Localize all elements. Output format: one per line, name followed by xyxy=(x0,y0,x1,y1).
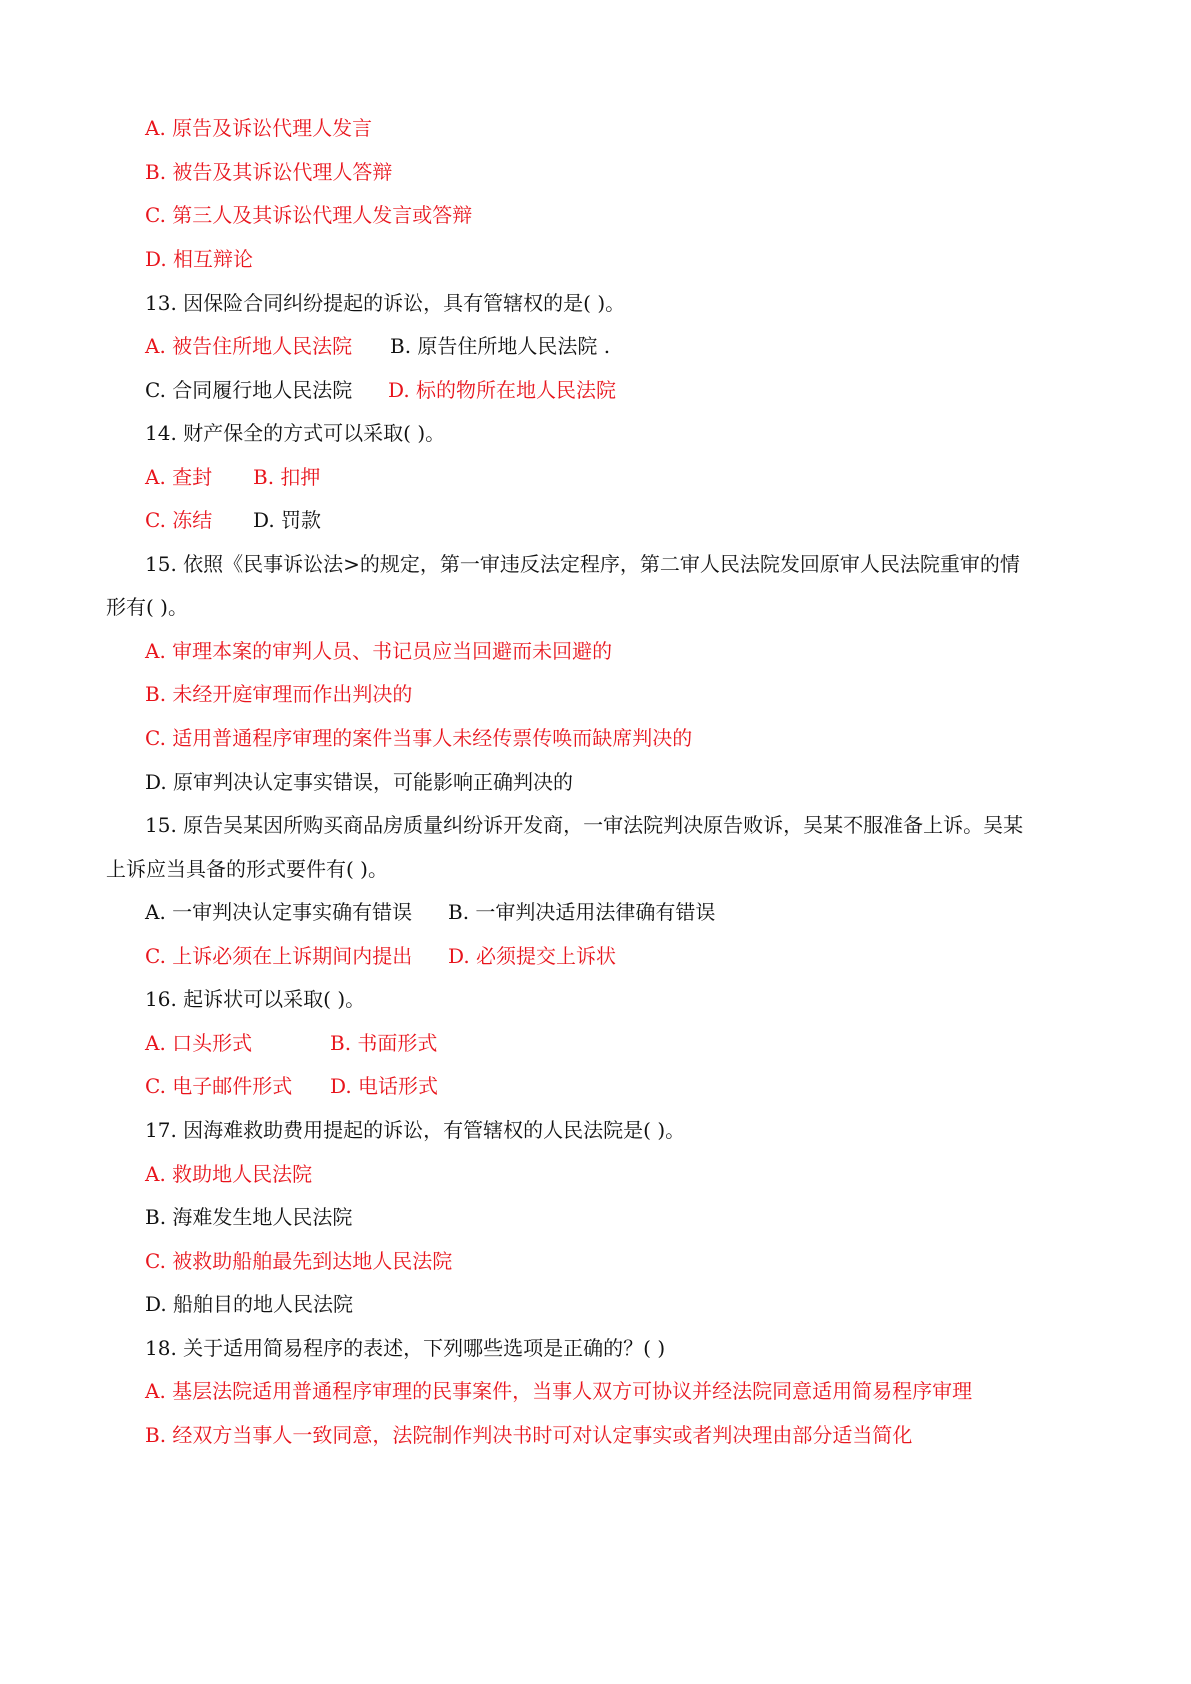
option-b-line xyxy=(0,1420,1191,1450)
answer-text: B. 扣押 xyxy=(253,465,321,489)
option-c-line xyxy=(0,1246,1191,1276)
question-text: 17. 因海难救助费用提起的诉讼，有管辖权的人民法院是( )。 xyxy=(145,1118,686,1142)
answer-text: B. 未经开庭审理而作出判决的 xyxy=(145,682,413,706)
answer-text: A. 口头形式 xyxy=(145,1031,253,1055)
question-16-line xyxy=(0,984,1191,1014)
question-text: 15. 依照《民事诉讼法>的规定，第一审违反法定程序，第二审人民法院发回原审人民法院重审的情 xyxy=(145,552,1020,576)
question-text: D. 船舶目的地人民法院 xyxy=(145,1292,354,1316)
question-text: 15. 原告吴某因所购买商品房质量纠纷诉开发商，一审法院判决原告败诉，吴某不服准备上诉。吴某 xyxy=(145,813,1024,837)
options-row-line xyxy=(0,941,1191,971)
answer-text: D. 电话形式 xyxy=(330,1074,439,1098)
question-text: B. 原告住所地人民法院 . xyxy=(390,334,611,358)
question-text: 18. 关于适用简易程序的表述，下列哪些选项是正确的？( ) xyxy=(145,1336,666,1360)
options-row-line xyxy=(0,897,1191,927)
question-text: D. 原审判决认定事实错误，可能影响正确判决的 xyxy=(145,770,574,794)
option-b-line xyxy=(0,679,1191,709)
options-row-line xyxy=(0,1071,1191,1101)
answer-text: B. 被告及其诉讼代理人答辩 xyxy=(145,160,393,184)
answer-text: B. 书面形式 xyxy=(330,1031,438,1055)
option-d-line xyxy=(0,244,1191,274)
answer-text: D. 相互辩论 xyxy=(145,247,254,271)
answer-text: C. 冻结 xyxy=(145,508,213,532)
question-18-line xyxy=(0,1333,1191,1363)
question-text: D. 罚款 xyxy=(253,508,322,532)
answer-text: C. 被救助船舶最先到达地人民法院 xyxy=(145,1249,453,1273)
options-row-line xyxy=(0,375,1191,405)
answer-text: A. 被告住所地人民法院 xyxy=(145,334,353,358)
option-a-line xyxy=(0,636,1191,666)
question-text: A. 一审判决认定事实确有错误 xyxy=(145,900,413,924)
answer-text: B. 经双方当事人一致同意，法院制作判决书时可对认定事实或者判决理由部分适当简化 xyxy=(145,1423,913,1447)
question-15a-cont-line xyxy=(0,592,1191,622)
option-a-line xyxy=(0,113,1191,143)
answer-text: A. 基层法院适用普通程序审理的民事案件，当事人双方可协议并经法院同意适用简易程序审理 xyxy=(145,1379,973,1403)
question-15a-line xyxy=(0,549,1191,579)
options-row-line xyxy=(0,331,1191,361)
option-b-line xyxy=(0,157,1191,187)
answer-text: C. 第三人及其诉讼代理人发言或答辩 xyxy=(145,203,473,227)
question-15b-line xyxy=(0,810,1191,840)
question-text: 上诉应当具备的形式要件有( )。 xyxy=(106,857,388,881)
answer-text: C. 上诉必须在上诉期间内提出 xyxy=(145,944,413,968)
question-15b-cont-line xyxy=(0,854,1191,884)
answer-text: C. 适用普通程序审理的案件当事人未经传票传唤而缺席判决的 xyxy=(145,726,693,750)
question-text: 14. 财产保全的方式可以采取( )。 xyxy=(145,421,446,445)
option-c-line xyxy=(0,200,1191,230)
answer-text: A. 救助地人民法院 xyxy=(145,1162,313,1186)
options-row-line xyxy=(0,462,1191,492)
question-text: 16. 起诉状可以采取( )。 xyxy=(145,987,366,1011)
answer-text: C. 电子邮件形式 xyxy=(145,1074,293,1098)
question-14-line xyxy=(0,418,1191,448)
question-17-line xyxy=(0,1115,1191,1145)
option-d-line xyxy=(0,767,1191,797)
question-13-line xyxy=(0,288,1191,318)
answer-text: D. 标的物所在地人民法院 xyxy=(388,378,617,402)
option-b-line xyxy=(0,1202,1191,1232)
options-row-line xyxy=(0,1028,1191,1058)
option-a-line xyxy=(0,1159,1191,1189)
question-text: 13. 因保险合同纠纷提起的诉讼，具有管辖权的是( )。 xyxy=(145,291,626,315)
question-text: B. 一审判决适用法律确有错误 xyxy=(448,900,716,924)
answer-text: A. 审理本案的审判人员、书记员应当回避而未回避的 xyxy=(145,639,613,663)
option-c-line xyxy=(0,723,1191,753)
question-text: B. 海难发生地人民法院 xyxy=(145,1205,353,1229)
question-text: 形有( )。 xyxy=(106,595,188,619)
answer-text: A. 查封 xyxy=(145,465,213,489)
question-text: C. 合同履行地人民法院 xyxy=(145,378,353,402)
options-row-line xyxy=(0,505,1191,535)
answer-text: D. 必须提交上诉状 xyxy=(448,944,617,968)
option-a-line xyxy=(0,1376,1191,1406)
option-d-line xyxy=(0,1289,1191,1319)
answer-text: A. 原告及诉讼代理人发言 xyxy=(145,116,373,140)
